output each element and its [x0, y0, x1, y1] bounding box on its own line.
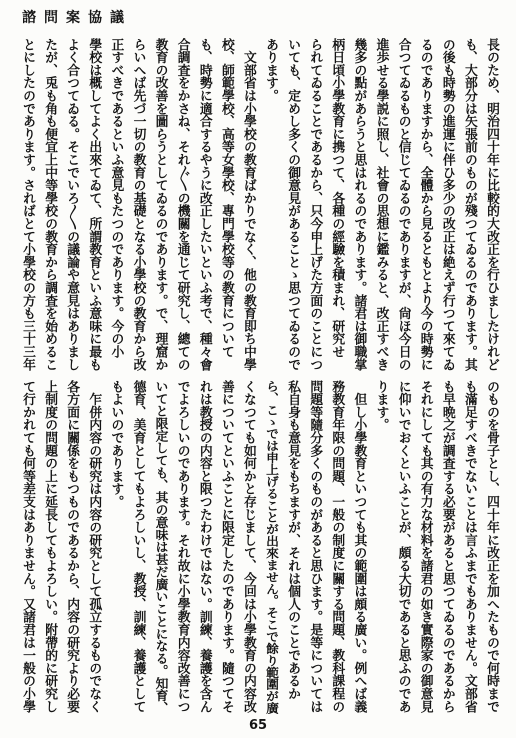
text-column: くなつても如何かと存じまして、今回は小學教育の内容改: [240, 380, 256, 713]
text-column: 幾多の點があらうと思はれるのであります。諸君は御職掌: [351, 38, 367, 371]
text-column: も早晩之が調査する必要があると思つてゐるのであるから: [439, 380, 455, 713]
page-number: 65: [248, 718, 268, 733]
text-column: あります。: [263, 38, 279, 102]
text-column: らいへば先づ一切の教育の基礎となる小學校の教育から改: [130, 38, 146, 371]
text-column: 私自身も意見をもちますが、それは個人のことであるか: [285, 380, 301, 700]
text-column: たが、兎も角も便宜上中等學校の教育から調査を始めるこ: [42, 38, 58, 371]
text-column: も滿足すべきでないことは言ふまでもありません。文部省: [461, 380, 477, 713]
text-column: 合つてゐるものと信じてゐるのでありますが、尙ほ今日の: [395, 38, 411, 371]
text-column: 教育の改善を圖らうとしてゐるのであります。で、理窟か: [152, 38, 168, 371]
text-column: の後も時勢の進運に伴ひ多少の改正は絶えず行つて來てゐ: [439, 38, 455, 371]
text-column: ら、こゝでは申上げることが出來ません。そこで餘り範圍が廣: [263, 380, 279, 714]
text-column: それにしても其の有力な材料を諸君の如き實際家の御意見: [417, 380, 433, 713]
text-column: 務教育年限の問題、一般の制度に關する問題、教科課程の: [329, 380, 345, 713]
text-column: とにしたのであります。さればとて小學校の方も三十三年: [20, 38, 35, 371]
text-column: 德育、美育としてもよろしいし、教授、訓練、養護として: [130, 380, 146, 713]
text-column: て行かれても何等差支はありません。又諸君は一般の小學: [20, 380, 35, 713]
text-column: ります。: [373, 380, 389, 432]
text-column: 文部省は小學校の教育ばかりでなく、他の教育即ち中學: [240, 38, 256, 371]
text-column: るのでありますから、全體から見るともとより今の時勢に: [417, 38, 433, 371]
text-column: 正すべきであるといふ意見もたつのであります。今の小: [108, 38, 124, 358]
text-column: も、時勢に適合するやうに改正したいといふ考で、種々會: [196, 38, 212, 371]
text-column: れは教授の内容と限つたわけではない。訓練、養護を含ん: [196, 380, 212, 713]
text-column: 校、師範學校、高等女學校、專門學校等の教育について: [218, 38, 234, 358]
text-column: いても、定めし多くの御意見があることゝ思つてゐるので: [285, 38, 301, 371]
text-column: 長のため、明治四十年に比較的大改正を行ひましたけれど: [483, 38, 499, 371]
text-column: もよいのであります。: [108, 380, 124, 508]
text-column: 善についてといふことに限定したのであります。隨つてそ: [218, 380, 234, 713]
text-column: 柄日頃小學教育に携つて、各種の經驗を積まれ、研究せ: [329, 38, 345, 358]
text-column: 合調査をかさね、それ〴〵の機關を通じて研究し、總ての: [174, 38, 190, 371]
text-column: 進歩せる學説に照し、社會の思想に鑑みると、改正すべき: [373, 38, 389, 371]
lower-text-block: [16, 380, 502, 714]
running-title: 諮問案協議: [22, 10, 132, 26]
text-column: いてと限定しても、其の意味は甚だ廣いことになる。知育、: [152, 380, 168, 714]
text-column: のものを骨子とし、四十年に改正を加へたもので何時まで: [483, 380, 499, 713]
text-column: 但し小學教育といつても其の範圍は頗る廣い。例へば義: [351, 380, 367, 713]
text-column: よく合つてゐる。そこでいろ〳〵の議論や意見はありまし: [64, 38, 80, 371]
text-column: 乍併内容の研究は内容の研究として孤立するものでなく: [86, 380, 102, 713]
text-column: も、大部分は矢張前のものが殘つてゐるのであります。其: [461, 38, 477, 371]
text-column: 學校は概してよく出來てゐて、所謂教育といふ意味に最も: [86, 38, 102, 371]
text-column: でよろしいのであります。それ故に小學教育内容改善につ: [174, 380, 190, 713]
text-column: 問題等隨分多くのものがあると思ひます。是等については: [307, 380, 323, 713]
upper-text-block: [16, 38, 502, 372]
text-column: 上制度の問題の上に延長してもよろしい。附帶的に研究し: [42, 380, 58, 713]
text-column: られてゐることであるから、只今申上げた方面のことにつ: [307, 38, 323, 371]
text-column: に仰いでおくといふことが、頗る大切であると思ふのであ: [395, 380, 411, 713]
text-column: 各方面に關係をもつものであるから、内容の研究より必要: [64, 380, 80, 713]
